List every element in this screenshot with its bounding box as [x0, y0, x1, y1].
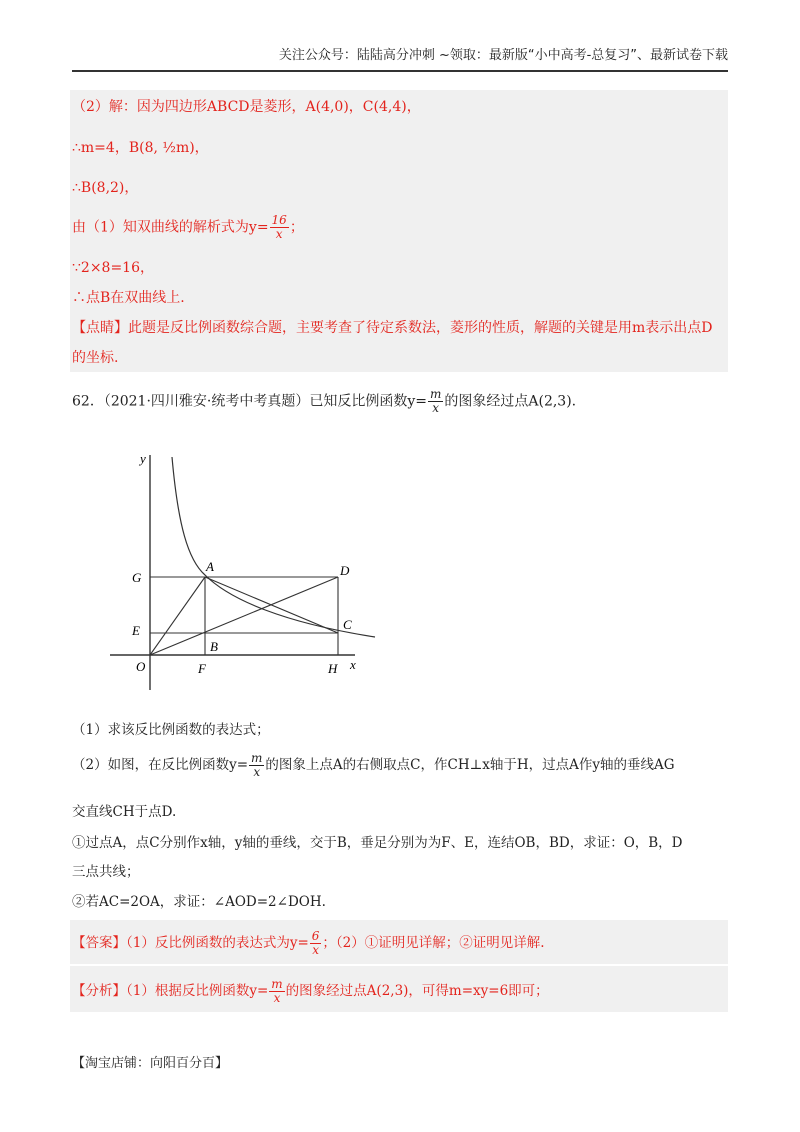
- fraction-m-over-x: [269, 978, 284, 1005]
- answer-text-end: ；（2）①证明见详解；②证明见详解.: [322, 935, 545, 951]
- solution-line-4-text: 由（1）知双曲线的解析式为y=: [72, 219, 269, 236]
- solution-line-5: ∵2×8=16，: [72, 260, 154, 276]
- fraction-m-over-x: [428, 388, 443, 415]
- question-intro-text: 62．（2021·四川雅安·统考中考真题）已知反比例函数y=: [72, 393, 427, 410]
- solution-line-4-end: ；: [289, 219, 304, 236]
- comment-line-1: [72, 318, 713, 338]
- label-C: C: [343, 617, 352, 632]
- analysis-text-end: 的图象经过点A(2,3)，可得m=xy=6即可；: [285, 983, 549, 999]
- label-D: D: [340, 563, 350, 578]
- comment-line-2: 的坐标.: [72, 350, 119, 366]
- comment-text-1: 此题是反比例函数综合题，主要考查了待定系数法，菱形的性质，解题的关键是用m表示出点D: [128, 320, 713, 336]
- label-G: G: [132, 570, 142, 585]
- label-A: A: [206, 559, 214, 574]
- label-O: O: [136, 659, 146, 674]
- label-y: y: [140, 451, 146, 466]
- fraction-6-over-x: [310, 930, 322, 957]
- fraction-denominator: x: [253, 765, 261, 779]
- analysis-text: （1）根据反比例函数y=: [126, 983, 269, 999]
- geometry-figure: [110, 445, 390, 695]
- analysis-tag: 【分析】: [72, 983, 126, 999]
- question-intro-end: 的图象经过点A(2,3).: [444, 393, 577, 410]
- label-F: F: [198, 661, 206, 676]
- question-part-2a: ①过点A，点C分别作x轴，y轴的垂线，交于B，垂足分别为为F、E，连结OB，BD，求证：O，B，D: [72, 835, 683, 851]
- comment-tag: 【点睛】: [72, 320, 128, 336]
- hyperbola-curve: [172, 457, 375, 637]
- solution-line-4: [72, 214, 304, 241]
- question-part-2a-cont: 三点共线；: [72, 864, 140, 880]
- fraction-numerator: m: [251, 751, 263, 765]
- label-E: E: [132, 623, 140, 638]
- fraction-denominator: x: [432, 401, 440, 415]
- page-footer: 【淘宝店铺：向阳百分百】: [72, 1056, 229, 1071]
- solution-line-6: ∴点B在双曲线上.: [72, 290, 185, 306]
- label-x: x: [350, 657, 356, 672]
- fraction-numerator: 6: [311, 929, 320, 943]
- question-part-2b: ②若AC=2OA，求证：∠AOD=2∠DOH.: [72, 894, 326, 910]
- question-part-2: [72, 752, 675, 779]
- question-part-2-end: 的图象上点A的右侧取点C，作CH⊥x轴于H，过点A作y轴的垂线AG: [265, 757, 675, 773]
- fraction-denominator: x: [275, 227, 283, 241]
- analysis-line: [72, 978, 549, 1005]
- fraction-numerator: m: [271, 977, 283, 991]
- solution-line-1: （2）解：因为四边形ABCD是菱形，A(4,0)，C(4,4)，: [72, 99, 421, 115]
- answer-line: [72, 930, 545, 957]
- solution-line-3: ∴B(8,2)，: [72, 180, 139, 196]
- page-header: 关注公众号：陆陆高分冲刺 ~领取：最新版“小中高考-总复习”、最新试卷下载: [278, 48, 728, 63]
- question-part-2-text: （2）如图，在反比例函数y=: [72, 757, 249, 773]
- solution-line-2: ∴m=4，B(8, ½m)，: [72, 140, 209, 156]
- question-intro: [72, 388, 576, 415]
- fraction-denominator: x: [273, 991, 281, 1005]
- answer-text: （1）反比例函数的表达式为y=: [126, 935, 309, 951]
- fraction-denominator: x: [312, 943, 319, 957]
- line-OD: [150, 577, 338, 655]
- fraction-numerator: m: [429, 387, 442, 401]
- label-B: B: [210, 639, 218, 654]
- fraction-16-over-x: [270, 214, 289, 241]
- header-divider: [72, 70, 728, 72]
- fraction-m-over-x: [249, 752, 264, 779]
- label-H: H: [328, 661, 338, 676]
- question-part-2-cont: 交直线CH于点D.: [72, 804, 177, 820]
- fraction-numerator: 16: [271, 213, 287, 227]
- question-part-1: （1）求该反比例函数的表达式；: [72, 722, 270, 738]
- answer-tag: 【答案】: [72, 935, 126, 951]
